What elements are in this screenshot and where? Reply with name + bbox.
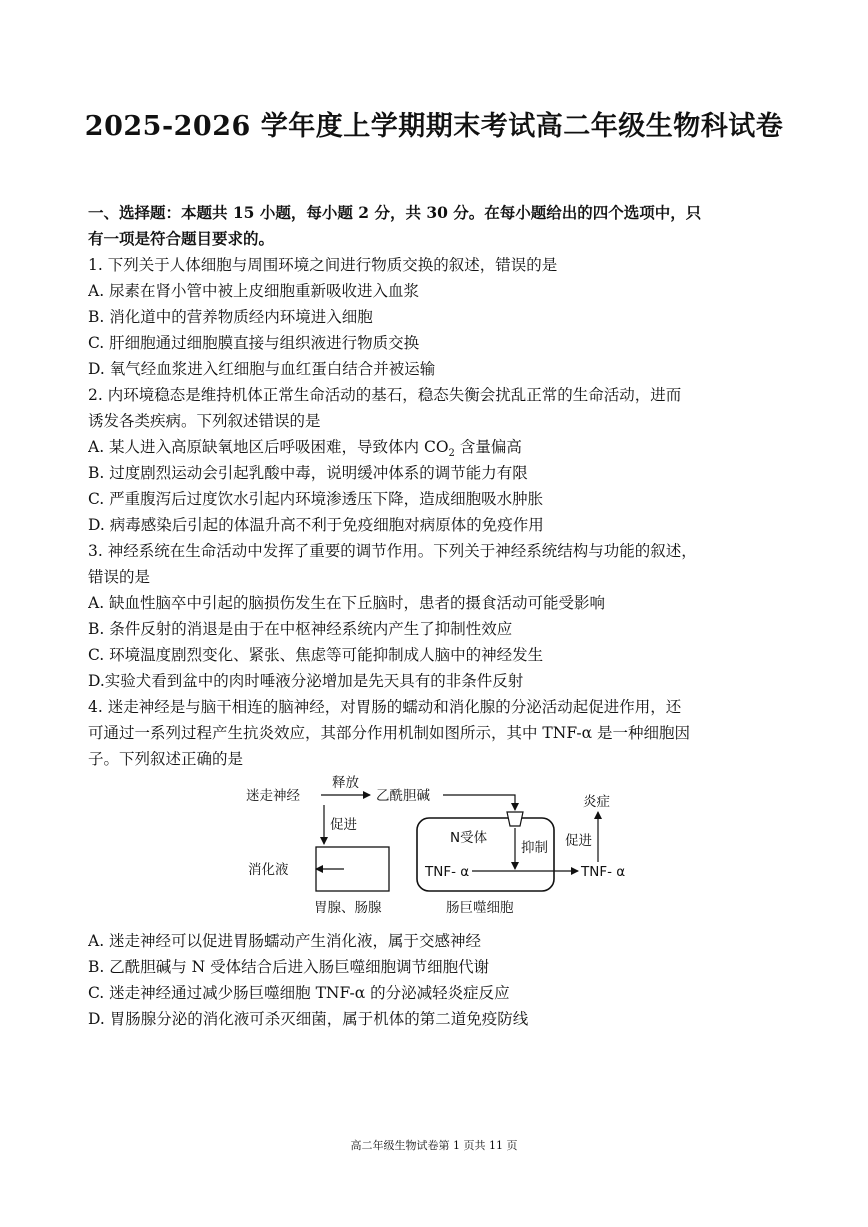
q1-option-a: A. 尿素在肾小管中被上皮细胞重新吸收进入血浆 <box>88 282 420 300</box>
q2-option-d: D. 病毒感染后引起的体温升高不利于免疫细胞对病原体的免疫作用 <box>88 516 544 534</box>
q3-stem-line1: 3. 神经系统在生命活动中发挥了重要的调节作用。下列关于神经系统结构与功能的叙述， <box>88 542 697 560</box>
q2-stem-line2: 诱发各类疾病。下列叙述错误的是 <box>88 412 321 430</box>
label-release: 释放 <box>332 775 359 791</box>
q3-option-a: A. 缺血性脑卒中引起的脑损伤发生在下丘脑时，患者的摄食活动可能受影响 <box>88 594 606 612</box>
label-promote-1: 促进 <box>330 817 357 833</box>
q4-option-c: C. 迷走神经通过减少肠巨噬细胞 TNF-α 的分泌减轻炎症反应 <box>88 984 510 1002</box>
q4-stem-line3: 子。下列叙述正确的是 <box>88 750 244 768</box>
label-vagus: 迷走神经 <box>246 788 300 804</box>
label-digestive-juice: 消化液 <box>248 862 289 878</box>
q4-option-b: B. 乙酰胆碱与 N 受体结合后进入肠巨噬细胞调节细胞代谢 <box>88 958 490 976</box>
q2-option-a-tail: 含量偏高 <box>454 438 522 456</box>
exam-content <box>88 200 778 1032</box>
vagus-mechanism-diagram <box>88 772 778 928</box>
q3-option-b: B. 条件反射的消退是由于在中枢神经系统内产生了抑制性效应 <box>88 620 513 638</box>
q3-stem-line2: 错误的是 <box>88 568 151 586</box>
label-tnf-inside: TNF- α <box>425 864 470 880</box>
label-inhibit: 抑制 <box>521 840 548 856</box>
q2-stem-line1: 2. 内环境稳态是维持机体正常生命活动的基石，稳态失衡会扰乱正常的生命活动，进而 <box>88 386 682 404</box>
diagram-svg <box>88 772 778 928</box>
page-footer: 高二年级生物试卷第 1 页共 11 页 <box>350 1139 518 1152</box>
q4-option-a: A. 迷走神经可以促进胃肠蠕动产生消化液，属于交感神经 <box>88 932 482 950</box>
q1-option-d: D. 氧气经血浆进入红细胞与血红蛋白结合并被运输 <box>88 360 436 378</box>
q1-option-c: C. 肝细胞通过细胞膜直接与组织液进行物质交换 <box>88 334 420 352</box>
label-macrophage: 肠巨噬细胞 <box>446 900 514 916</box>
exam-title: 2025-2026 学年度上学期期末考试高二年级生物科试卷 <box>84 111 784 142</box>
q1-option-b: B. 消化道中的营养物质经内环境进入细胞 <box>88 308 373 326</box>
label-n-receptor: N受体 <box>450 830 488 846</box>
co2-subscript: 2 <box>448 448 455 460</box>
q4-option-d: D. 胃肠腺分泌的消化液可杀灭细菌，属于机体的第二道免疫防线 <box>88 1010 529 1028</box>
q1-stem: 1. 下列关于人体细胞与周围环境之间进行物质交换的叙述，错误的是 <box>88 256 558 274</box>
q2-option-a-text: A. 某人进入高原缺氧地区后呼吸困难，导致体内 CO <box>88 438 449 456</box>
label-gland: 胃腺、肠腺 <box>314 900 382 916</box>
section-heading-line1: 一、选择题：本题共 15 小题，每小题 2 分，共 30 分。在每小题给出的四个选项中，只 <box>88 203 702 222</box>
label-tnf-outside: TNF- α <box>581 864 626 880</box>
q2-option-b: B. 过度剧烈运动会引起乳酸中毒，说明缓冲体系的调节能力有限 <box>88 464 528 482</box>
label-inflammation: 炎症 <box>583 794 610 810</box>
n-receptor-shape <box>507 812 523 826</box>
q2-option-c: C. 严重腹泻后过度饮水引起内环境渗透压下降，造成细胞吸水肿胀 <box>88 490 544 508</box>
q4-stem-line2: 可通过一系列过程产生抗炎效应，其部分作用机制如图所示，其中 TNF-α 是一种细胞因 <box>88 724 691 742</box>
q4-stem-line1: 4. 迷走神经是与脑干相连的脑神经，对胃肠的蠕动和消化腺的分泌活动起促进作用，还 <box>88 698 682 716</box>
arrow-ach-to-receptor <box>443 795 515 810</box>
q3-option-c: C. 环境温度剧烈变化、紧张、焦虑等可能抑制成人脑中的神经发生 <box>88 646 544 664</box>
label-ach: 乙酰胆碱 <box>376 788 430 804</box>
label-promote-2: 促进 <box>565 833 592 849</box>
section-heading-line2: 有一项是符合题目要求的。 <box>88 229 275 248</box>
q3-option-d: D.实验犬看到盆中的肉时唾液分泌增加是先天具有的非条件反射 <box>88 672 524 690</box>
q2-option-a <box>88 434 778 460</box>
